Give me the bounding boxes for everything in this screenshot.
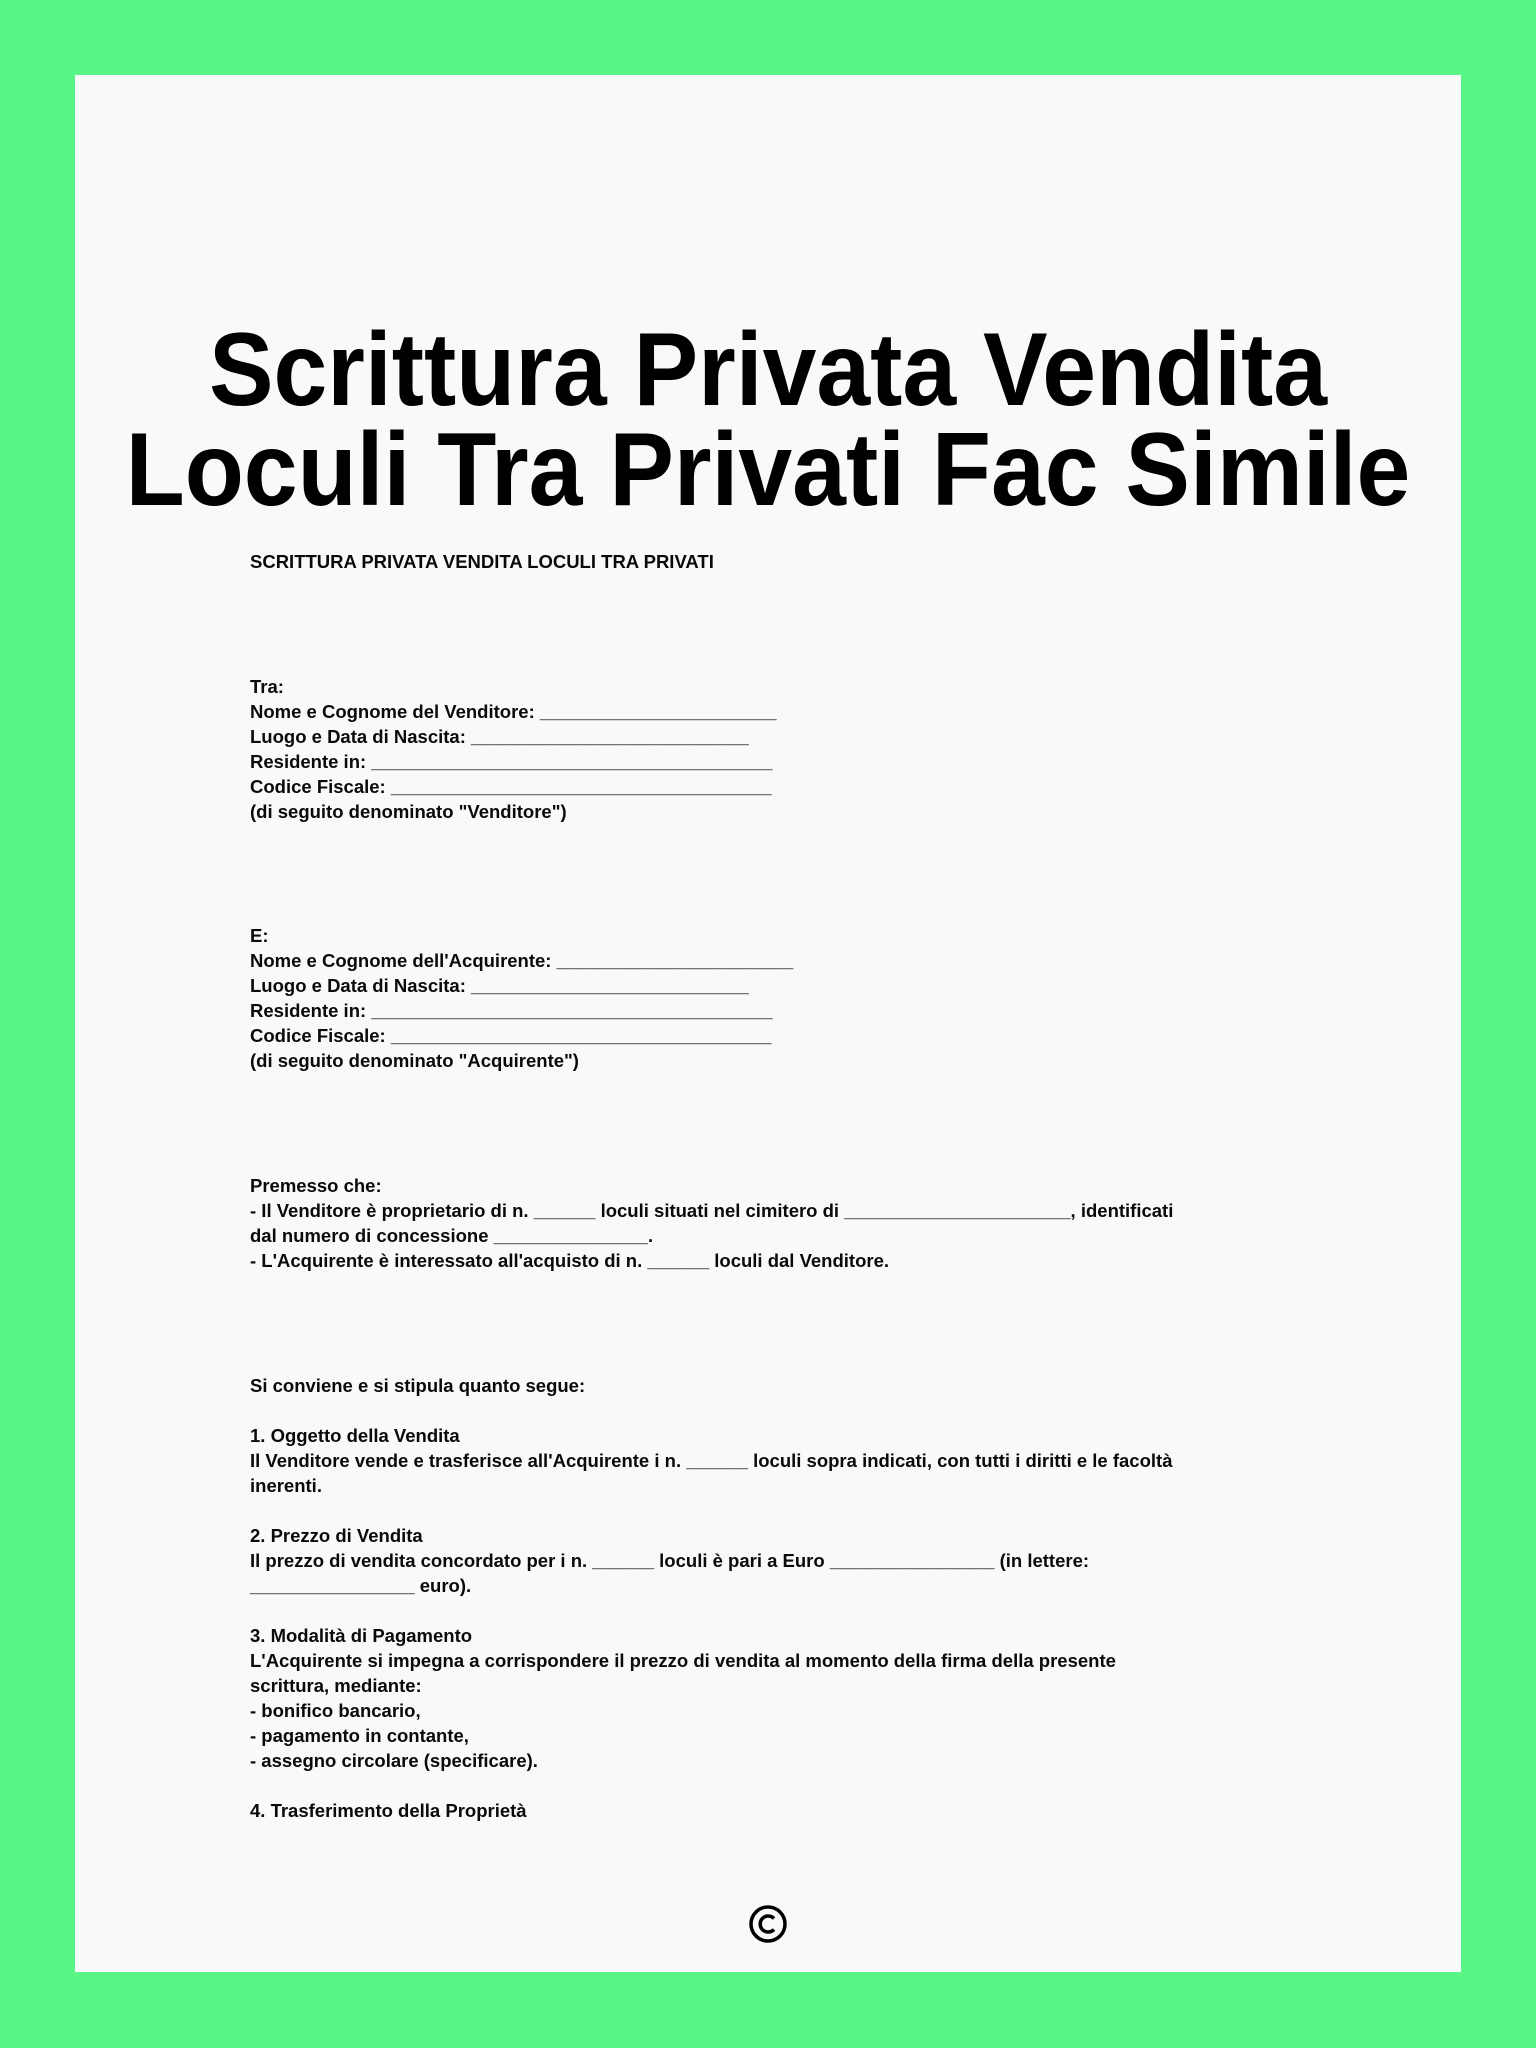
clause-3-line-1: L'Acquirente si impegna a corrispondere il prezzo di vendita al momento della firma della presente: [250, 1650, 1116, 1671]
seller-birth-field: Luogo e Data di Nascita: ___________________________: [250, 726, 749, 747]
document-heading: SCRITTURA PRIVATA VENDITA LOCULI TRA PRIVATI: [250, 551, 714, 572]
premises-intro: Premesso che:: [250, 1175, 382, 1196]
clause-1-title: 1. Oggetto della Vendita: [250, 1425, 460, 1446]
copyright-icon: [748, 1904, 788, 1944]
clause-2-line-2: ________________ euro).: [250, 1575, 472, 1596]
clause-3-line-2: scrittura, mediante:: [250, 1675, 422, 1696]
premises-line-2: dal numero di concessione _______________.: [250, 1225, 654, 1246]
seller-denomination: (di seguito denominato "Venditore"): [250, 801, 567, 822]
clause-2-title: 2. Prezzo di Vendita: [250, 1525, 423, 1546]
buyer-name-field: Nome e Cognome dell'Acquirente: _______________________: [250, 950, 794, 971]
buyer-residence-field: Residente in: _______________________________________: [250, 1000, 773, 1021]
clause-4-title: 4. Trasferimento della Proprietà: [250, 1800, 527, 1821]
page-title: [124, 312, 1413, 528]
buyer-intro: E:: [250, 925, 269, 946]
clause-2-line-1: Il prezzo di vendita concordato per i n. ______ loculi è pari a Euro ________________ (in lettere:: [250, 1550, 1090, 1571]
buyer-tax-code-field: Codice Fiscale: _____________________________________: [250, 1025, 772, 1046]
seller-tax-code-field: Codice Fiscale: _____________________________________: [250, 776, 772, 797]
seller-intro: Tra:: [250, 676, 284, 697]
clause-3-line-5: - assegno circolare (specificare).: [250, 1750, 538, 1771]
title-line-2: Loculi Tra Privati Fac Simile: [125, 412, 1411, 528]
title-line-1: Scrittura Privata Vendita: [208, 312, 1328, 428]
seller-residence-field: Residente in: _______________________________________: [250, 751, 773, 772]
clause-3-title: 3. Modalità di Pagamento: [250, 1625, 473, 1646]
premises-line-3: - L'Acquirente è interessato all'acquisto di n. ______ loculi dal Venditore.: [250, 1250, 890, 1271]
clause-3-line-3: - bonifico bancario,: [250, 1700, 421, 1721]
premises-line-1: - Il Venditore è proprietario di n. ______ loculi situati nel cimitero di ______________________, identificati: [250, 1200, 1174, 1221]
seller-name-field: Nome e Cognome del Venditore: _______________________: [250, 701, 777, 722]
clause-3-line-4: - pagamento in contante,: [250, 1725, 469, 1746]
buyer-birth-field: Luogo e Data di Nascita: ___________________________: [250, 975, 749, 996]
buyer-denomination: (di seguito denominato "Acquirente"): [250, 1050, 579, 1071]
clause-1-line-2: inerenti.: [250, 1475, 322, 1496]
clause-1-line-1: Il Venditore vende e trasferisce all'Acquirente i n. ______ loculi sopra indicati, con tutti i diritti e le facoltà: [250, 1450, 1173, 1471]
document-page: [75, 75, 1461, 1972]
agreement-intro: Si conviene e si stipula quanto segue:: [250, 1375, 586, 1396]
